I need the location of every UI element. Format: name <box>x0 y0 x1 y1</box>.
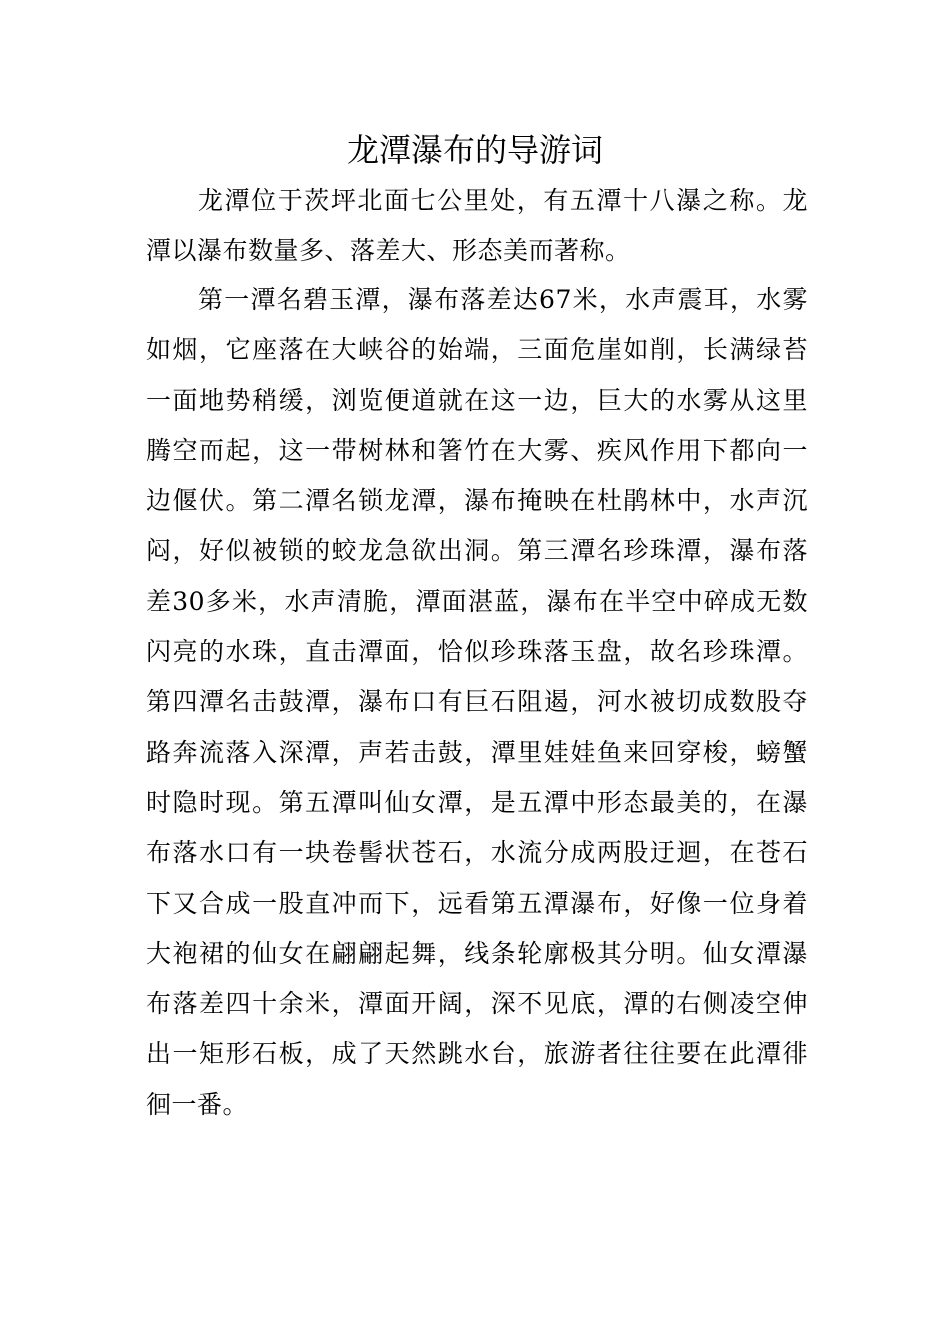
paragraph-pools: 第一潭名碧玉潭，瀑布落差达67米，水声震耳，水雾如烟，它座落在大峡谷的始端，三面危崖如削，长满绿苔一面地势稍缓，浏览便道就在这一边，巨大的水雾从这里腾空而起，这一带树林和箸竹在大雾、疾风作用下都向一边偃伏。第二潭名锁龙潭，瀑布掩映在杜鹃林中，水声沉闷，好似被锁的蛟龙急欲出洞。第三潭名珍珠潭，瀑布落差30多米，水声清脆，潭面湛蓝，瀑布在半空中碎成无数闪亮的水珠，直击潭面，恰似珍珠落玉盘，故名珍珠潭。第四潭名击鼓潭，瀑布口有巨石阻遏，河水被切成数股夺路奔流落入深潭，声若击鼓，潭里娃娃鱼来回穿梭，螃蟹时隐时现。第五潭叫仙女潭，是五潭中形态最美的，在瀑布落水口有一块卷髻状苍石，水流分成两股迂迴，在苍石下又合成一股直冲而下，远看第五潭瀑布，好像一位身着大袍裙的仙女在翩翩起舞，线条轮廓极其分明。仙女潭瀑布落差四十余米，潭面开阔，深不见底，潭的右侧凌空伸出一矩形石板，成了天然跳水台，旅游者往往要在此潭徘徊一番。 <box>146 285 808 1119</box>
paragraph-intro: 龙潭位于茨坪北面七公里处，有五潭十八瀑之称。龙潭以瀑布数量多、落差大、形态美而著称。 <box>146 186 808 266</box>
document-title: 龙潭瀑布的导游词 <box>346 131 603 169</box>
